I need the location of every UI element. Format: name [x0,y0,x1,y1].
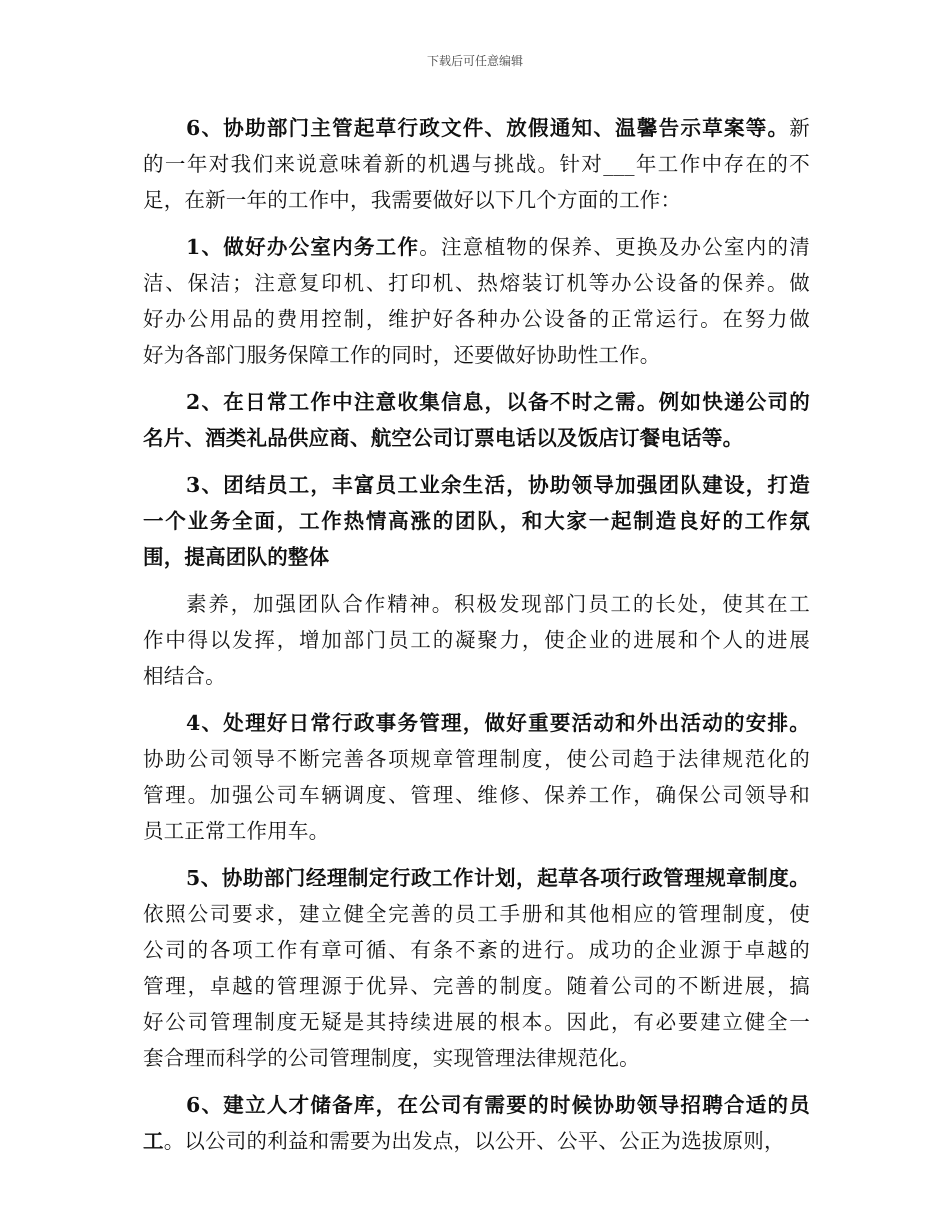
paragraph [143,586,810,694]
text-line [143,705,810,741]
text-line [143,146,810,182]
paragraph [143,110,810,218]
bold-heading-text: 2、在日常工作中注意收集信息，以备不时之需。例如快递公司的 [186,390,810,414]
body-text: 管理，卓越的管理源于优异、完善的制度。随着公司的不断进展，搞 [143,974,810,998]
text-line [143,968,810,1004]
body-text: 新 [789,116,810,140]
text-line [143,503,810,539]
paragraph-gap [143,218,810,229]
text-line [143,1087,810,1123]
body-text: 。以公司的利益和需要为出发点，以公开、公平、公正为选拔原则， [163,1129,785,1153]
bold-heading-text: 围，提高团队的整体 [143,545,330,569]
text-line [143,860,810,896]
paragraph [143,860,810,1076]
paragraph [143,229,810,373]
text-line [143,813,810,849]
body-text: 公司的各项工作有章可循、有条不紊的进行。成功的企业源于卓越的 [143,938,810,962]
bold-heading-text: 4、处理好日常行政事务管理，做好重要活动和外出活动的安排。 [186,711,810,735]
body-text: 洁、保洁；注意复印机、打印机、热熔装订机等办公设备的保养。做 [143,271,810,295]
body-text: 好办公用品的费用控制，维护好各种办公设备的正常运行。在努力做 [143,307,810,331]
body-text: 。注意植物的保养、更换及办公室内的清 [419,235,810,259]
body-text: 足，在新一年的工作中，我需要做好以下几个方面的工作： [143,188,682,212]
body-text: 作中得以发挥，增加部门员工的凝聚力，使企业的进展和个人的进展 [143,628,810,652]
text-line [143,384,810,420]
body-text: 套合理而科学的公司管理制度，实现管理法律规范化。 [143,1046,640,1070]
text-line [143,1040,810,1076]
text-line [143,420,810,456]
body-text: 的一年对我们来说意味着新的机遇与挑战。针对___年工作中存在的不 [143,152,810,176]
bold-heading-text: 6、协助部门主管起草行政文件、放假通知、温馨告示草案等。 [186,116,790,140]
text-line [143,932,810,968]
paragraph-gap [143,373,810,384]
bold-heading-text: 一个业务全面，工作热情高涨的团队，和大家一起制造良好的工作氛 [143,509,810,533]
body-text: 管理。加强公司车辆调度、管理、维修、保养工作，确保公司领导和 [143,783,810,807]
page-header: 下载后可任意编辑 [426,54,523,68]
paragraph [143,384,810,456]
text-line [143,741,810,777]
text-line [143,110,810,146]
text-line [143,467,810,503]
body-text: 协助公司领导不断完善各项规章管理制度，使公司趋于法律规范化的 [143,747,810,771]
bold-heading-text: 3、团结员工，丰富员工业余生活，协助领导加强团队建设，打造 [186,473,810,497]
text-line [143,337,810,373]
body-text: 好为各部门服务保障工作的同时，还要做好协助性工作。 [143,343,661,367]
bold-heading-text: 5、协助部门经理制定行政工作计划，起草各项行政管理规章制度。 [186,866,810,890]
bold-heading-text: 名片、酒类礼品供应商、航空公司订票电话以及饭店订餐电话等。 [143,426,744,450]
document-body [143,110,810,1159]
paragraph [143,705,810,849]
text-line [143,182,810,218]
body-text: 素养，加强团队合作精神。积极发现部门员工的长处，使其在工 [186,592,810,616]
body-text: 相结合。 [143,664,226,688]
text-line [143,622,810,658]
body-text: 员工正常工作用车。 [143,819,330,843]
text-line [143,301,810,337]
text-line [143,658,810,694]
paragraph [143,467,810,575]
text-line [143,777,810,813]
text-line [143,1123,810,1159]
paragraph-gap [143,849,810,860]
text-line [143,539,810,575]
bold-heading-text: 1、做好办公室内务工作 [186,235,420,259]
text-line [143,586,810,622]
bold-heading-text: 6、建立人才储备库，在公司有需要的时候协助领导招聘合适的员 [186,1093,810,1117]
text-line [143,229,810,265]
bold-heading-text: 工 [143,1129,164,1153]
paragraph-gap [143,575,810,586]
body-text: 依照公司要求，建立健全完善的员工手册和其他相应的管理制度，使 [143,902,810,926]
paragraph-gap [143,694,810,705]
paragraph-gap [143,456,810,467]
text-line [143,896,810,932]
text-line [143,265,810,301]
paragraph-gap [143,1076,810,1087]
text-line [143,1004,810,1040]
paragraph [143,1087,810,1159]
body-text: 好公司管理制度无疑是其持续进展的根本。因此，有必要建立健全一 [143,1010,810,1034]
